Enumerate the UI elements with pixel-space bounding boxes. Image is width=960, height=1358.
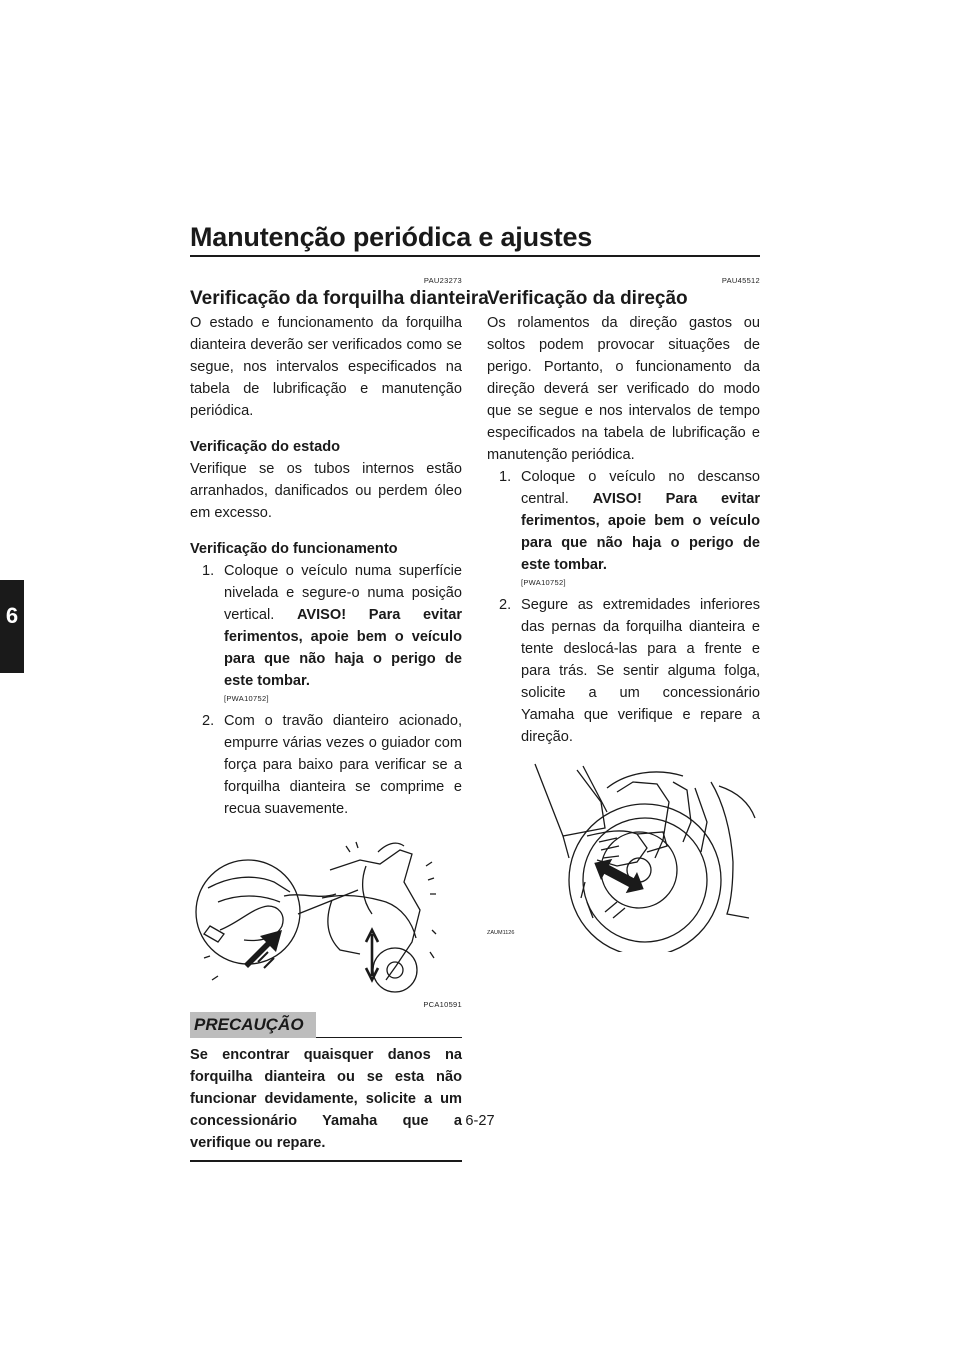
warning-code: [PWA10752] bbox=[224, 694, 269, 703]
page-number: 6-27 bbox=[465, 1113, 495, 1129]
operation-steps bbox=[190, 560, 462, 692]
fork-intro: O estado e funcionamento da forquilha dianteira deverão ser verificados como se segue, nos intervalos especificados na tabela de lubrificação e manutenção periódica. bbox=[190, 315, 462, 419]
steering-steps bbox=[487, 466, 760, 576]
fork-check-illustration bbox=[190, 830, 462, 1000]
step-text: Coloque o veículo no descanso central. bbox=[521, 469, 760, 507]
step-warning: AVISO! Para evitar ferimentos, apoie bem o veículo para que não haja o perigo de este tombar. bbox=[521, 491, 761, 573]
step-text: Segure as extremidades inferiores das pernas da forquilha dianteira e tente deslocá-las para a frente e para trás. Se sentir alguma folga, solicite a um concessionário Yamaha que verifique e repare a direção. bbox=[521, 597, 760, 745]
caution-text: Se encontrar quaisquer danos na forquilha dianteira ou se esta não funcionar devidamente, solicite a um concessionário Yamaha que a verifique ou repare. bbox=[190, 1047, 462, 1151]
steering-check-illustration bbox=[487, 762, 760, 952]
section-code: PAU23273 bbox=[423, 276, 462, 285]
section-code: PAU45512 bbox=[721, 276, 760, 285]
operation-steps-cont bbox=[190, 710, 462, 820]
operation-step-2 bbox=[190, 710, 462, 820]
section-heading-fork: Verificação da forquilha dianteira bbox=[190, 288, 489, 309]
step-text: Com o travão dianteiro acionado, empurre várias vezes o guiador com força para baixo para verificar se a forquilha dianteira se comprime e recua suavemente. bbox=[224, 713, 462, 817]
page-header-title: Manutenção periódica e ajustes bbox=[190, 222, 593, 252]
caution-rule bbox=[316, 1037, 462, 1039]
caution-bottom-rule bbox=[190, 1160, 462, 1162]
section-heading-steering: Verificação da direção bbox=[487, 288, 688, 309]
figure-code: ZAUM1126 bbox=[487, 930, 515, 936]
caution-header bbox=[190, 1012, 462, 1038]
step-number: 1. bbox=[499, 469, 512, 485]
steering-step-2 bbox=[487, 594, 760, 748]
operation-step-1 bbox=[190, 560, 462, 692]
right-column bbox=[487, 276, 760, 952]
caution-label: PRECAUÇÃO bbox=[190, 1012, 316, 1038]
subheading-operation: Verificação do funcionamento bbox=[190, 541, 398, 557]
chapter-tab-number: 6 bbox=[5, 603, 19, 628]
caution-code: PCA10591 bbox=[423, 1000, 462, 1009]
step-warning: AVISO! Para evitar ferimentos, apoie bem o veículo para que não haja o perigo de este tombar. bbox=[224, 607, 463, 689]
header-rule bbox=[190, 255, 760, 257]
steering-step-1 bbox=[487, 466, 760, 576]
step-number: 2. bbox=[499, 597, 512, 613]
step-number: 2. bbox=[202, 713, 215, 729]
step-text: Coloque o veículo numa superfície nivelada e segure-o numa posição vertical. bbox=[224, 563, 462, 623]
steering-intro: Os rolamentos da direção gastos ou soltos podem provocar situações de perigo. Portanto, o funcionamento da direção deverá ser verificado do modo que se segue e nos intervalos de tempo especificados na tabela de lubrificação e manutenção periódica. bbox=[487, 315, 760, 463]
subheading-condition: Verificação do estado bbox=[190, 439, 341, 455]
condition-text: Verifique se os tubos internos estão arranhados, danificados ou perdem óleo em excesso. bbox=[190, 461, 462, 521]
steering-steps-cont bbox=[487, 594, 760, 748]
step-number: 1. bbox=[202, 563, 215, 579]
warning-code: [PWA10752] bbox=[521, 578, 566, 587]
